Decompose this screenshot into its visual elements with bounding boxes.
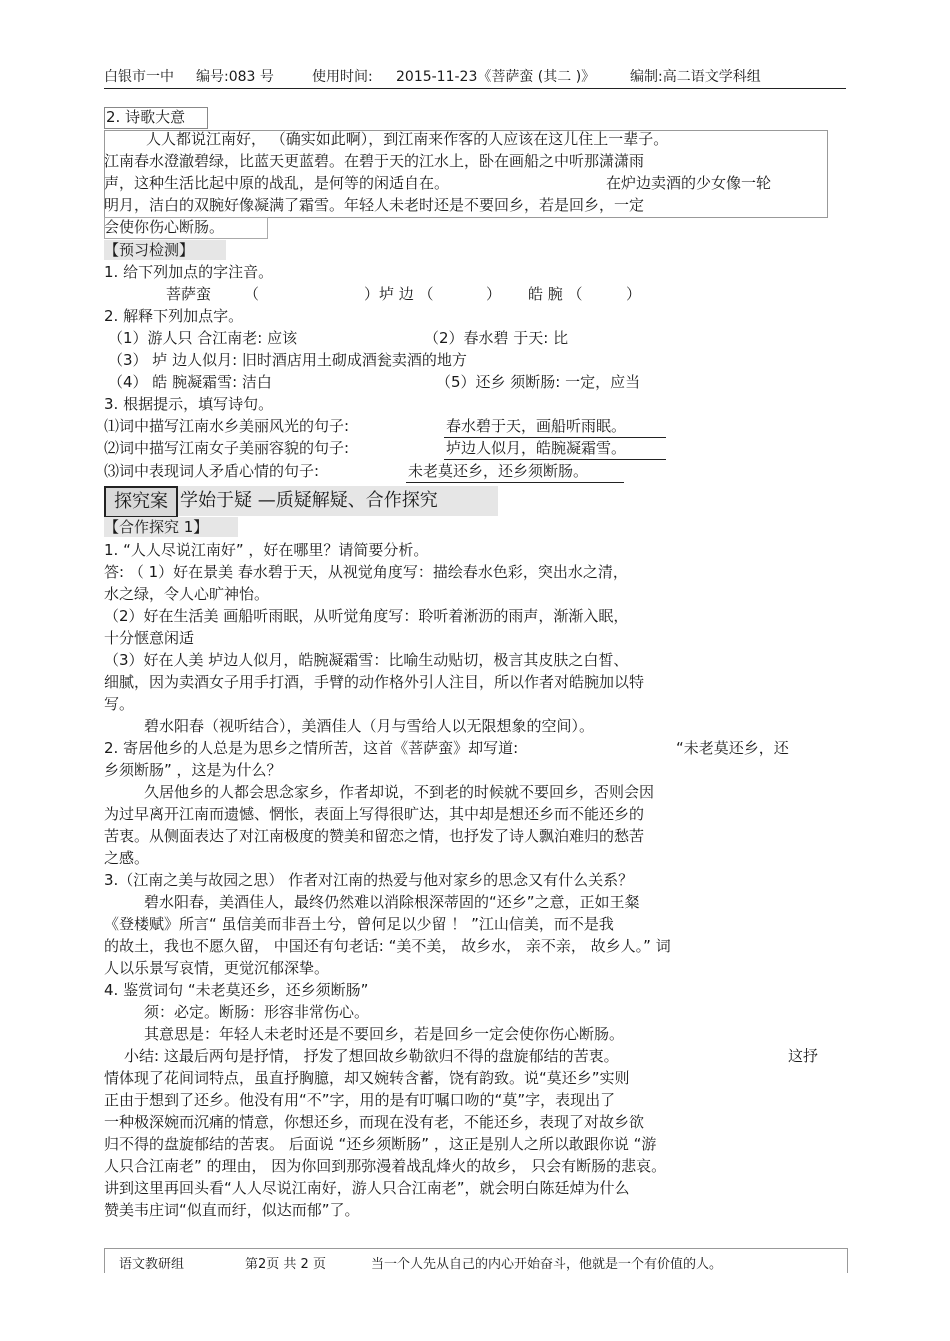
- explore-line: 之感。: [104, 849, 150, 867]
- q3-prompt-1: ⑴词中描写江南水乡美丽风光的句子:: [104, 417, 350, 435]
- q1-item-3: ）垆 边 （: [364, 285, 434, 303]
- explore-line: 须：必定。断肠：形容非常伤心。: [144, 1003, 370, 1021]
- time-value: 2015-11-23《菩萨蛮 (其二 )》: [396, 69, 596, 85]
- q2-line-4: （4） 皓 腕凝霜雪: 洁白: [108, 373, 272, 391]
- explore-line: 讲到这里再回头看“人人尽说江南好，游人只合江南老”，就会明白陈廷焯为什么: [104, 1179, 630, 1197]
- explore-line: （3）好在人美 垆边人似月，皓腕凝霜雪：比喻生动贴切，极言其皮肤之白皙、: [104, 651, 629, 669]
- explore-tag: 探究案: [104, 486, 178, 518]
- explore-line: 《登楼赋》所言“ 虽信美而非吾土兮，曾何足以少留 ！ ”江山信美，而不是我: [104, 915, 614, 933]
- explore-line: 为过早离开江南而遗憾、惘怅，表面上写得很旷达，其中却是想还乡而不能还乡的: [104, 805, 645, 823]
- q1-item-2: （: [244, 285, 260, 303]
- q1-item-5: 皓 腕 （: [528, 285, 583, 303]
- q3-underline-2: [444, 459, 666, 460]
- q2-line-5: （5）还乡 须断肠: 一定，应当: [436, 373, 641, 391]
- preview-q1: 1. 给下列加点的字注音。: [104, 263, 274, 281]
- explore-line: “未老莫还乡，还: [676, 739, 789, 757]
- preview-title: 【预习检测】: [104, 241, 195, 259]
- preview-q2: 2. 解释下列加点字。: [104, 307, 244, 325]
- q2-line-3: （3） 垆 边人似月: 旧时酒店用土砌成酒瓮卖酒的地方: [108, 351, 467, 369]
- q3-prompt-2: ⑵词中描写江南女子美丽容貌的句子:: [104, 439, 350, 457]
- preview-q3: 3. 根据提示，填写诗句。: [104, 395, 274, 413]
- explore-line: 情体现了花间词特点，虽直抒胸臆，却又婉转含蓄，饶有韵致。说“莫还乡”实则: [104, 1069, 630, 1087]
- explore-line: 4. 鉴赏词句 “未老莫还乡，还乡须断肠”: [104, 981, 369, 999]
- explore-line: 1. “人人尽说江南好” ，好在哪里？请简要分析。: [104, 541, 429, 559]
- q1-item-1: 菩萨蛮: [166, 285, 212, 303]
- explore-line: 碧水阳春，美酒佳人，最终仍然难以消除根深蒂固的“还乡”之意，正如王粲: [144, 893, 640, 911]
- explore-line: 久居他乡的人都会思念家乡，作者却说，不到老的时候就不要回乡，否则会因: [144, 783, 655, 801]
- page-header: [104, 62, 846, 89]
- meaning-line-4: 明月，洁白的双腕好像凝满了霜雪。年轻人未老时还是不要回乡，若是回乡，一定: [104, 196, 645, 214]
- q3-answer-3: 未老莫还乡，还乡须断肠。: [408, 462, 589, 480]
- explore-banner: 学始于疑 —质疑解疑、合作探究: [180, 490, 438, 511]
- q2-line-1: （1）游人只 合江南老: 应该: [108, 329, 298, 347]
- explore-sub: 【合作探究 1】: [104, 518, 209, 536]
- explore-line: 细腻，因为卖酒女子用手打酒，手臂的动作格外引人注目，所以作者对皓腕加以特: [104, 673, 645, 691]
- meaning-end-box: [104, 217, 268, 239]
- q1-item-4: ）: [486, 285, 502, 303]
- q3-answer-1: 春水碧于天，画船听雨眠。: [446, 417, 627, 435]
- meaning-title: 2. 诗歌大意: [106, 108, 186, 126]
- explore-line: 苦衷。从侧面表达了对江南极度的赞美和留恋之情，也抒发了诗人飘泊难归的愁苦: [104, 827, 645, 845]
- meaning-line-2: 江南春水澄澈碧绿，比蓝天更蓝碧。在碧于天的江水上，卧在画船之中听那潇潇雨: [104, 152, 645, 170]
- explore-line: 的故土，我也不愿久留， 中国还有句老话: “美不美， 故乡水， 亲不亲， 故乡人。” 词: [104, 937, 671, 955]
- page-footer: [104, 1248, 848, 1273]
- q2-line-2: （2）春水碧 于天: 比: [424, 329, 569, 347]
- explore-line: 人只合江南老” 的理由， 因为你回到那弥漫着战乱烽火的故乡， 只会有断肠的悲哀。: [104, 1157, 667, 1175]
- explore-line: 答: （ 1）好在景美 春水碧于天，从视觉角度写：描绘春水色彩，突出水之清，: [104, 563, 628, 581]
- explore-line: 3.（江南之美与故园之思） 作者对江南的热爱与他对家乡的思念又有什么关系？: [104, 871, 634, 889]
- footer-group: 语文教研组: [119, 1257, 185, 1272]
- explore-line: 正由于想到了还乡。他没有用“不”字，用的是有叮嘱口吻的“莫”字，表现出了: [104, 1091, 616, 1109]
- editor: 编制:高二语文学科组: [630, 69, 761, 85]
- footer-page: 第2页 共 2 页: [245, 1257, 326, 1272]
- explore-line: 十分惬意闲适: [104, 629, 195, 647]
- explore-line: 碧水阳春（视听结合），美酒佳人（月与雪给人以无限想象的空间）。: [144, 717, 595, 735]
- explore-line: 这抒: [788, 1047, 819, 1065]
- explore-line: 归不得的盘旋郁结的苦衷。 后面说 “还乡须断肠” ，这正是别人之所以敢跟你说 “游: [104, 1135, 657, 1153]
- explore-line: 赞美韦庄词“似直而纡，似达而郁”了。: [104, 1201, 360, 1219]
- time-label: 使用时间:: [312, 69, 373, 85]
- explore-line: 小结: 这最后两句是抒情， 抒发了想回故乡勒欲归不得的盘旋郁结的苦衷。: [124, 1047, 619, 1065]
- explore-line: （2）好在生活美 画船听雨眠，从听觉角度写：聆听着淅沥的雨声，渐渐入眠，: [104, 607, 629, 625]
- doc-number: 编号:083 号: [196, 69, 274, 85]
- q3-prompt-3: ⑶词中表现词人矛盾心情的句子:: [104, 462, 320, 480]
- q3-answer-2: 垆边人似月，皓腕凝霜雪。: [446, 439, 627, 457]
- meaning-line-5: 会使你伤心断肠。: [104, 218, 225, 236]
- explore-line: 水之绿，令人心旷神怡。: [104, 585, 270, 603]
- school-name: 白银市一中: [104, 69, 174, 85]
- footer-motto: 当一个人先从自己的内心开始奋斗，他就是一个有价值的人。: [371, 1257, 723, 1272]
- q1-item-6: ）: [626, 285, 642, 303]
- explore-line: 乡须断肠” ，这是为什么？: [104, 761, 282, 779]
- explore-line: 2. 寄居他乡的人总是为思乡之情所苦，这首《菩萨蛮》却写道:: [104, 739, 519, 757]
- explore-line: 其意思是：年轻人未老时还是不要回乡，若是回乡一定会使你伤心断肠。: [144, 1025, 625, 1043]
- explore-line: 一种极深婉而沉痛的情意，你想还乡，而现在没有老，不能还乡，表现了对故乡欲: [104, 1113, 645, 1131]
- meaning-line-1: 人人都说江南好， （确实如此啊），到江南来作客的人应该在这儿住上一辈子。: [146, 130, 669, 148]
- q3-underline-3: [406, 482, 624, 483]
- meaning-line-3b: 在炉边卖酒的少女像一轮: [606, 174, 772, 192]
- explore-line: 人以乐景写哀情，更觉沉郁深挚。: [104, 959, 330, 977]
- explore-line: 写。: [104, 695, 135, 713]
- meaning-line-3: 声，这种生活比起中原的战乱，是何等的闲适自在。: [104, 174, 450, 192]
